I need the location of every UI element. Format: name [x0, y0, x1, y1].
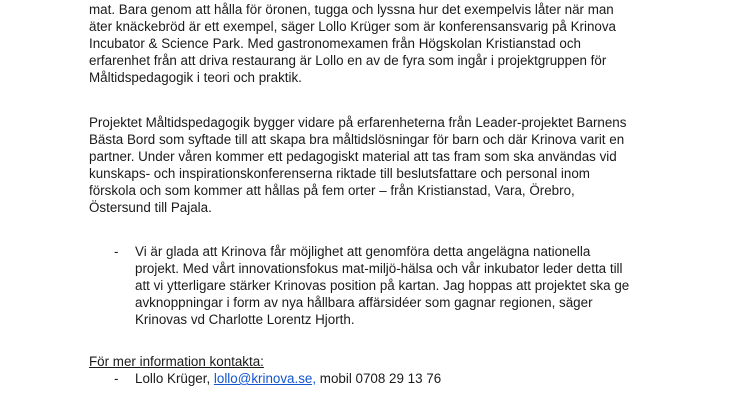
quote-line-3: att vi ytterligare stärker Krinovas position på kartan. Jag hoppas att projektet ska ge	[135, 278, 630, 293]
paragraph2-line-3: partner. Under våren kommer ett pedagogiskt material att tas fram som ska användas vid	[89, 149, 617, 164]
contact-line	[135, 370, 441, 387]
paragraph1-line-4: erfarenhet från att driva restaurang är Lollo en av de fyra som ingår i projektgruppen för	[89, 53, 607, 68]
paragraph2-line-5: förskola och som kommer att hållas på fem orter – från Kristianstad, Vara, Örebro,	[89, 183, 575, 198]
contact-heading: För mer information kontakta:	[89, 354, 264, 369]
quote-line-2: projekt. Med vårt innovationsfokus mat-miljö-hälsa och vår inkubator leder detta till	[135, 261, 623, 276]
paragraph1-line-2: äter knäckebröd är ett exempel, säger Lollo Krüger som är konferensansvarig på Krinova	[89, 19, 616, 34]
paragraph2-line-6: Östersund till Pajala.	[89, 200, 212, 215]
paragraph2-line-1: Projektet Måltidspedagogik bygger vidare på erfarenheterna från Leader-projektet Barnens	[89, 115, 627, 130]
quote-line-4: avknoppningar i form av nya hållbara affärsidéer som gagnar regionen, säger	[135, 295, 593, 310]
contact-email-link[interactable]: lollo@krinova.se,	[213, 371, 317, 386]
quote-dash: -	[114, 244, 119, 259]
contact-name: Lollo Krüger,	[135, 371, 214, 386]
paragraph1-line-5: Måltidspedagogik i teori och praktik.	[89, 70, 302, 85]
quote-line-1: Vi är glada att Krinova får möjlighet att genomföra detta angelägna nationella	[135, 244, 591, 259]
contact-dash: -	[114, 371, 119, 386]
paragraph2-line-4: kunskaps- och inspirationskonferenserna riktade till beslutsfattare och personal inom	[89, 166, 590, 181]
quote-line-5: Krinovas vd Charlotte Lorentz Hjorth.	[135, 312, 355, 327]
paragraph2-line-2: Bästa Bord som syftade till att skapa bra måltidslösningar för barn och där Krinova varit en	[89, 132, 625, 147]
paragraph1-line-3: Incubator & Science Park. Med gastronomexamen från Högskolan Kristianstad och	[89, 36, 581, 51]
contact-phone: mobil 0708 29 13 76	[316, 371, 442, 386]
paragraph1-line-1: mat. Bara genom att hålla för öronen, tugga och lyssna hur det exempelvis låter när man	[89, 2, 614, 17]
